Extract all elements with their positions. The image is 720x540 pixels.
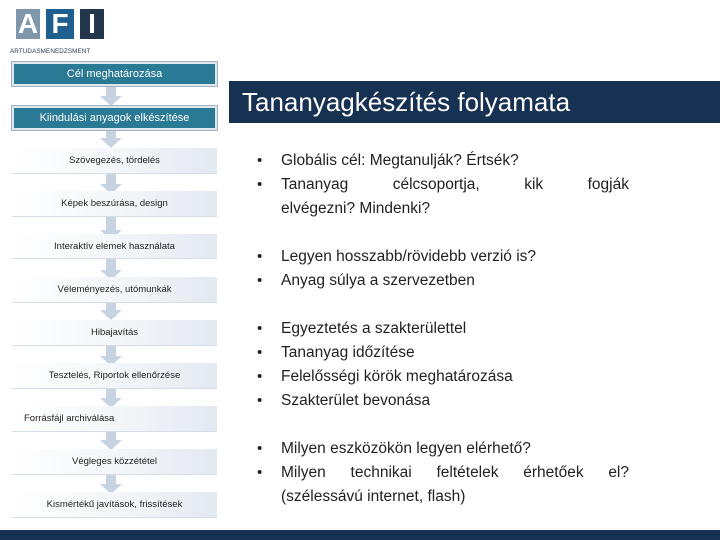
bullet-text: Egyeztetés a szakterülettel [281, 320, 467, 337]
bullet-item [257, 173, 629, 221]
bullet-text: Tananyag időzítése [281, 344, 415, 361]
bullet-text: Felelősségi körök meghatározása [281, 368, 513, 385]
flow-step-label: Véleményezés, utómunkák [57, 284, 172, 295]
bullet-dot: • [257, 464, 263, 481]
flow-step-label: Kismértékű javítások, frissítések [46, 499, 183, 510]
bullet-text: Milyen technikai feltételek érhetőek el? [281, 464, 629, 481]
logo-letter-2: F [51, 8, 69, 39]
bullet-text: Anyag súlya a szervezetben [281, 272, 475, 289]
flow-step-label: Végleges közzététel [71, 456, 158, 467]
flow-step-label: Kiindulási anyagok elkészítése [39, 112, 190, 124]
logo-letter-3: I [88, 8, 96, 39]
bullet-text: Szakterület bevonása [281, 392, 431, 409]
bullet-text: Milyen eszközökön legyen elérhető? [281, 440, 531, 457]
bullet-dot: • [257, 392, 263, 409]
flow-step-label: Tesztelés, Riportok ellenőrzése [48, 370, 181, 381]
flow-step-label: Képek beszúrása, design [61, 198, 168, 209]
bullet-item [257, 317, 629, 341]
bullet-item [257, 245, 629, 269]
bullet-text-continuation: (szélessávú internet, flash) [281, 488, 466, 505]
bullet-item [257, 149, 629, 173]
bullet-text-continuation: elvégezni? Mindenki? [281, 200, 431, 217]
bullet-group-coordination [257, 317, 629, 413]
bullet-item [257, 365, 629, 389]
bullet-group-goals [257, 149, 629, 221]
flow-step-label: Szövegezés, tördelés [69, 155, 160, 166]
bullet-item [257, 269, 629, 293]
bullet-dot: • [257, 368, 263, 385]
bullet-dot: • [257, 272, 263, 289]
flow-step-label: Hibajavítás [91, 327, 138, 338]
logo-letter-1: A [17, 8, 39, 39]
bullet-dot: • [257, 320, 263, 337]
footer-bar [0, 530, 720, 540]
bullet-dot: • [257, 248, 263, 265]
bullet-dot: • [257, 152, 263, 169]
bullet-text: Globális cél: Megtanulják? Értsék? [281, 152, 519, 169]
logo-text: ARTUDASMENEDZSMENT [10, 48, 91, 55]
bullet-group-scope [257, 245, 629, 293]
bullet-dot: • [257, 176, 263, 193]
bullet-item [257, 437, 629, 461]
page-title: Tananyagkészítés folyamata [242, 87, 571, 117]
bullet-group-technical [257, 437, 629, 509]
bullet-dot: • [257, 440, 263, 457]
bullet-text: Legyen hosszabb/rövidebb verzió is? [281, 248, 537, 265]
bullet-item [257, 461, 629, 509]
flow-step-label: Cél meghatározása [66, 68, 163, 80]
bullet-item [257, 341, 629, 365]
bullet-dot: • [257, 344, 263, 361]
flow-step-label: Forrásfájl archiválása [24, 413, 115, 424]
bullet-item [257, 389, 629, 413]
bullet-text: Tananyag célcsoportja, kik fogják [281, 176, 629, 193]
flow-step-label: Interaktív elemek használata [54, 240, 175, 252]
